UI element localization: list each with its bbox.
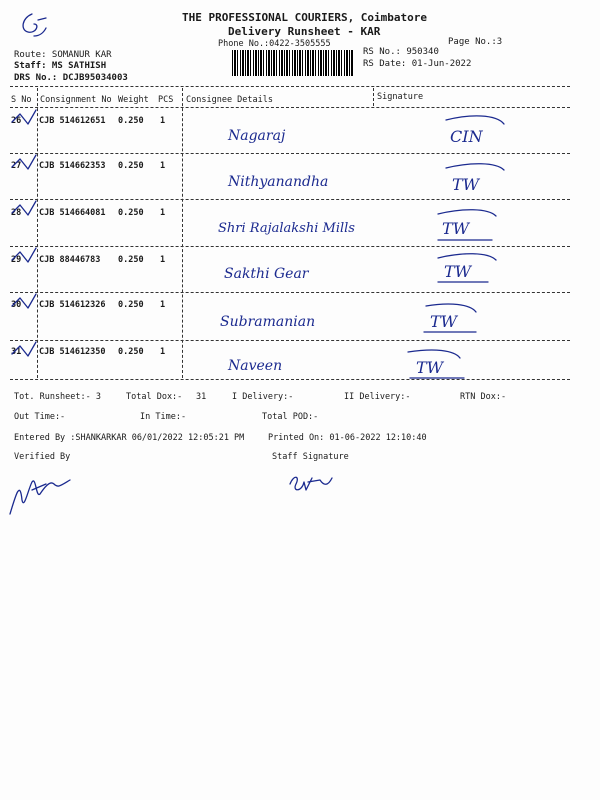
row-sno: 29 xyxy=(11,255,22,265)
row-pcs: 1 xyxy=(160,255,166,265)
row-consignee xyxy=(228,120,368,150)
out-time: Out Time:- xyxy=(14,412,66,422)
table-bottom-rule xyxy=(10,379,570,380)
col-header-sno: S No xyxy=(11,95,32,105)
row-sno: 30 xyxy=(11,300,22,310)
col-header-consignment: Consignment No xyxy=(40,95,112,105)
col-header-pcs: PCS xyxy=(158,95,174,105)
row-consignment: CJB 514662353 xyxy=(39,161,106,171)
row-consignment: CJB 88446783 xyxy=(39,255,101,265)
row-divider xyxy=(10,246,570,247)
row-signature xyxy=(440,160,510,198)
tick-mark xyxy=(10,292,40,314)
svg-text:TW: TW xyxy=(452,175,480,194)
printed-on: Printed On: 01-06-2022 12:10:40 xyxy=(268,433,427,443)
col-divider-signature xyxy=(373,88,374,106)
col-header-consignee: Consignee Details xyxy=(186,95,273,105)
phone-number: Phone No.:0422-3505555 xyxy=(218,39,331,49)
row-consignee xyxy=(224,258,374,288)
route: Route: SOMANUR KAR xyxy=(14,50,112,60)
row-signature xyxy=(440,112,510,150)
in-time: In Time:- xyxy=(140,412,187,422)
table-top-rule xyxy=(10,86,570,87)
row-weight: 0.250 xyxy=(118,116,144,126)
tick-mark xyxy=(10,153,40,175)
corner-scribble xyxy=(14,10,54,50)
entered-by: Entered By :SHANKARKAR 06/01/2022 12:05:21 PM xyxy=(14,433,245,443)
page-number: Page No.:3 xyxy=(448,37,503,47)
staff-signature xyxy=(286,468,346,498)
table-header-rule xyxy=(10,107,570,108)
row-sno: 31 xyxy=(11,347,22,357)
row-consignment: CJB 514612651 xyxy=(39,116,106,126)
row-weight: 0.250 xyxy=(118,208,144,218)
row-consignment: CJB 514612350 xyxy=(39,347,106,357)
svg-text:Subramanian: Subramanian xyxy=(220,314,316,330)
row-divider xyxy=(10,340,570,341)
row-consignee xyxy=(228,352,348,382)
row-pcs: 1 xyxy=(160,116,166,126)
col-header-signature: Signature xyxy=(377,92,424,102)
row-pcs: 1 xyxy=(160,208,166,218)
svg-text:TW: TW xyxy=(430,312,458,331)
staff-signature-label: Staff Signature xyxy=(272,452,349,462)
verified-by: Verified By xyxy=(14,452,71,462)
svg-text:Nagaraj: Nagaraj xyxy=(228,128,286,144)
row-signature xyxy=(432,250,502,288)
row-sno: 26 xyxy=(11,116,22,126)
rs-number: RS No.: 950340 xyxy=(363,47,439,57)
total-dox-value: 31 xyxy=(196,392,207,402)
row-consignee xyxy=(228,166,378,196)
tick-mark xyxy=(10,199,40,221)
i-delivery: I Delivery:- xyxy=(232,392,294,402)
row-weight: 0.250 xyxy=(118,347,144,357)
barcode xyxy=(232,50,354,76)
rs-date: RS Date: 01-Jun-2022 xyxy=(363,59,472,69)
svg-text:TW: TW xyxy=(444,262,472,281)
row-signature xyxy=(432,206,502,244)
row-divider xyxy=(10,199,570,200)
row-signature xyxy=(420,300,490,338)
runsheet-title: Delivery Runsheet - KAR xyxy=(228,25,381,38)
col-divider-consignee xyxy=(182,88,183,378)
drs-number: DRS No.: DCJB95034003 xyxy=(14,73,128,83)
company-name: THE PROFESSIONAL COURIERS, Coimbatore xyxy=(182,11,428,24)
svg-text:Sakthi Gear: Sakthi Gear xyxy=(224,266,309,282)
svg-text:Naveen: Naveen xyxy=(228,358,283,374)
row-pcs: 1 xyxy=(160,347,166,357)
staff: Staff: MS SATHISH xyxy=(14,61,107,71)
svg-text:TW: TW xyxy=(442,219,470,238)
tot-runsheet: Tot. Runsheet:- 3 xyxy=(14,392,101,402)
row-pcs: 1 xyxy=(160,300,166,310)
svg-text:CIN: CIN xyxy=(450,127,483,146)
row-divider xyxy=(10,292,570,293)
total-pod: Total POD:- xyxy=(262,412,319,422)
row-consignment: CJB 514612326 xyxy=(39,300,106,310)
row-weight: 0.250 xyxy=(118,161,144,171)
row-divider xyxy=(10,153,570,154)
row-pcs: 1 xyxy=(160,161,166,171)
col-header-weight: Weight xyxy=(118,95,149,105)
svg-text:TW: TW xyxy=(416,358,444,377)
row-weight: 0.250 xyxy=(118,255,144,265)
row-weight: 0.250 xyxy=(118,300,144,310)
row-consignment: CJB 514664081 xyxy=(39,208,106,218)
svg-text:Shri Rajalakshi Mills: Shri Rajalakshi Mills xyxy=(218,221,355,236)
row-sno: 27 xyxy=(11,161,22,171)
svg-text:Nithyanandha: Nithyanandha xyxy=(228,174,329,190)
ii-delivery: II Delivery:- xyxy=(344,392,411,402)
tick-mark xyxy=(10,108,40,130)
row-sno: 28 xyxy=(11,208,22,218)
total-dox-label: Total Dox:- xyxy=(126,392,183,402)
row-consignee xyxy=(220,306,370,336)
col-divider-sno xyxy=(37,88,38,378)
rtn-dox: RTN Dox:- xyxy=(460,392,507,402)
row-consignee xyxy=(218,212,378,242)
tick-mark xyxy=(10,340,40,362)
tick-mark xyxy=(10,246,40,268)
verifier-signature xyxy=(6,470,76,520)
